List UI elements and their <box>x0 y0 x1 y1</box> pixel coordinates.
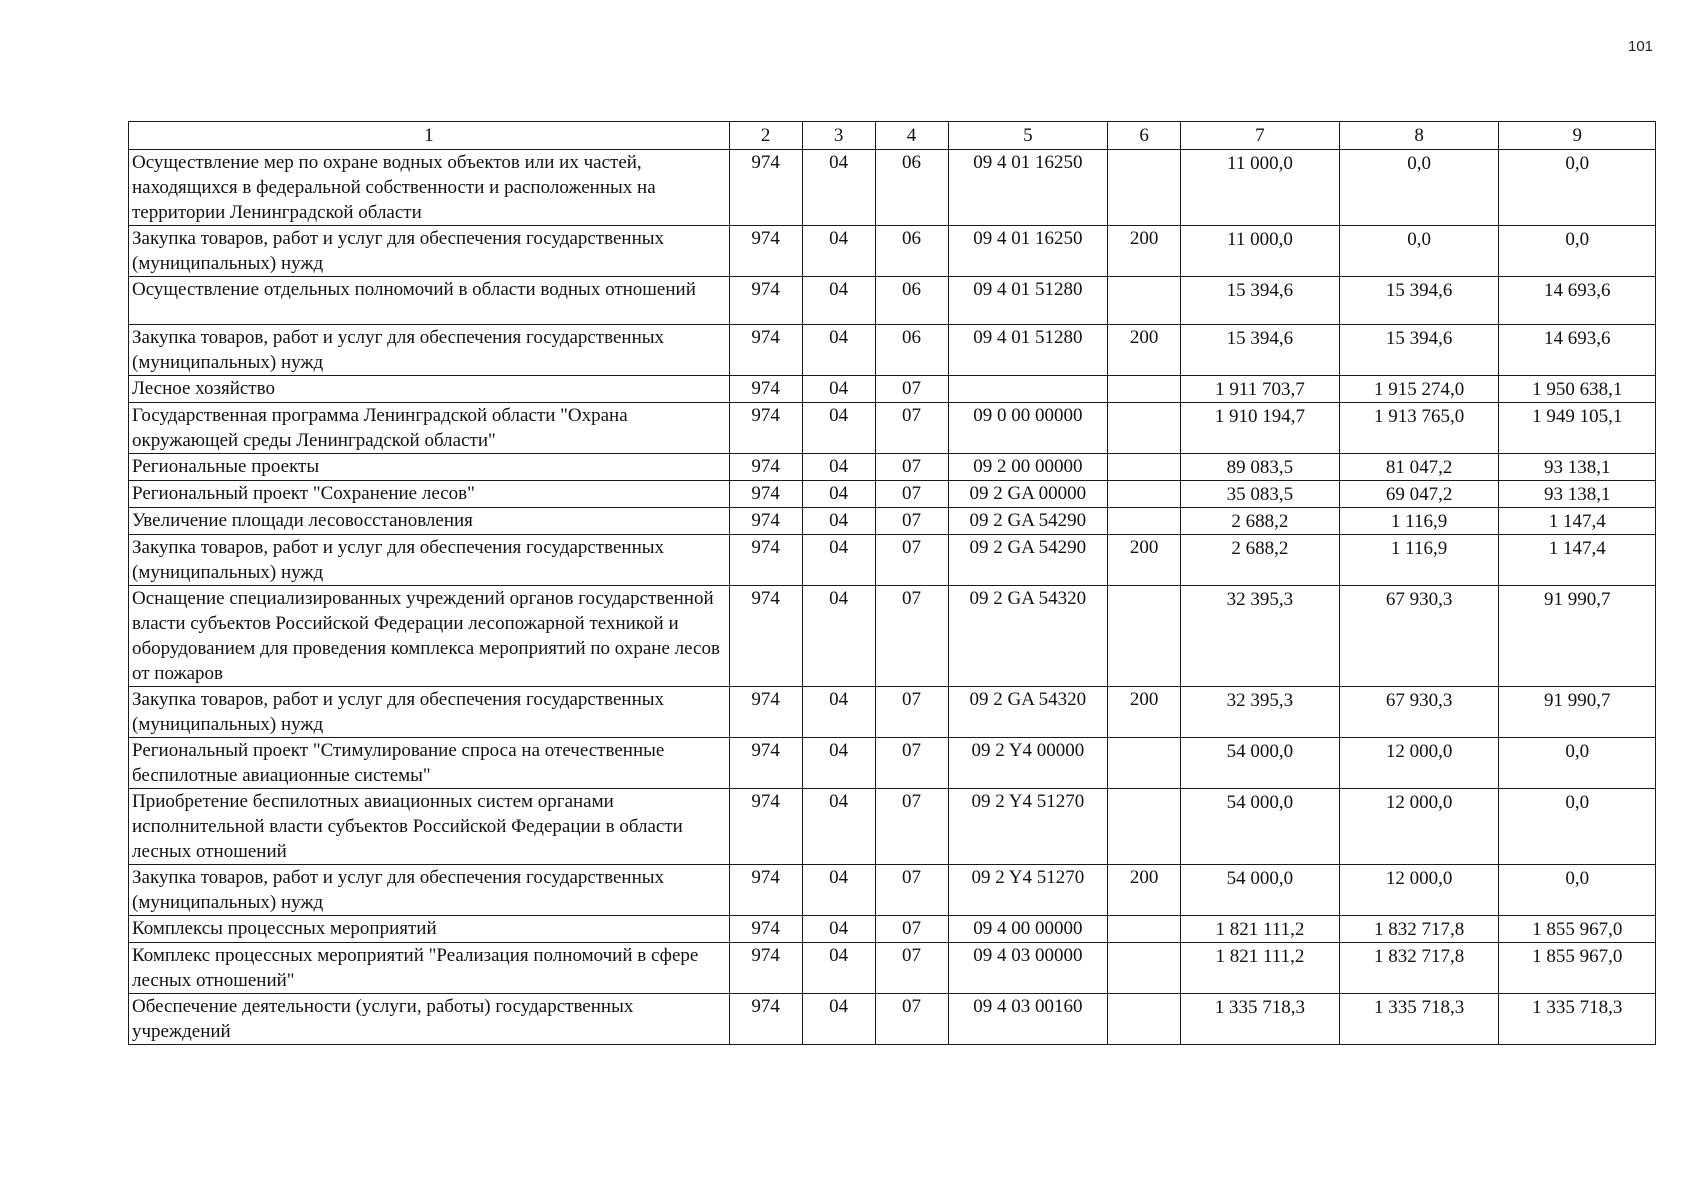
row-name-cell: Закупка товаров, работ и услуг для обеспечения государственных (муниципальных) нужд <box>129 865 730 916</box>
amount-cell: 11 000,0 <box>1181 226 1340 277</box>
amount-cell: 15 394,6 <box>1181 277 1340 325</box>
table-row <box>129 454 1656 481</box>
amount-cell: 15 394,6 <box>1181 325 1340 376</box>
admin-code-cell: 974 <box>729 535 802 586</box>
table-row <box>129 226 1656 277</box>
amount-cell: 15 394,6 <box>1339 277 1499 325</box>
amount-cell: 54 000,0 <box>1181 865 1340 916</box>
amount-cell: 1 950 638,1 <box>1499 376 1656 403</box>
subsection-cell: 06 <box>875 277 948 325</box>
subsection-cell: 06 <box>875 325 948 376</box>
subsection-cell: 07 <box>875 943 948 994</box>
section-cell: 04 <box>802 943 875 994</box>
admin-code-cell: 974 <box>729 454 802 481</box>
section-cell: 04 <box>802 687 875 738</box>
column-header: 3 <box>802 122 875 150</box>
amount-cell: 1 116,9 <box>1339 535 1499 586</box>
section-cell: 04 <box>802 454 875 481</box>
expense-type-cell <box>1108 403 1181 454</box>
target-article-cell: 09 4 00 00000 <box>948 916 1108 943</box>
subsection-cell: 07 <box>875 481 948 508</box>
expense-type-cell: 200 <box>1108 535 1181 586</box>
table-row <box>129 508 1656 535</box>
subsection-cell: 07 <box>875 865 948 916</box>
expense-type-cell <box>1108 150 1181 226</box>
budget-table <box>128 121 1656 1045</box>
section-cell: 04 <box>802 535 875 586</box>
expense-type-cell: 200 <box>1108 325 1181 376</box>
target-article-cell: 09 2 GA 54320 <box>948 586 1108 687</box>
subsection-cell: 06 <box>875 226 948 277</box>
target-article-cell: 09 2 GA 00000 <box>948 481 1108 508</box>
column-header: 7 <box>1181 122 1340 150</box>
expense-type-cell: 200 <box>1108 865 1181 916</box>
expense-type-cell <box>1108 481 1181 508</box>
section-cell: 04 <box>802 481 875 508</box>
row-name-cell: Осуществление мер по охране водных объектов или их частей, находящихся в федеральной собственности и расположенных на территории Ленинградской области <box>129 150 730 226</box>
subsection-cell: 07 <box>875 508 948 535</box>
expense-type-cell: 200 <box>1108 226 1181 277</box>
expense-type-cell <box>1108 508 1181 535</box>
expense-type-cell <box>1108 586 1181 687</box>
row-name-cell: Лесное хозяйство <box>129 376 730 403</box>
target-article-cell: 09 2 00 00000 <box>948 454 1108 481</box>
amount-cell: 1 821 111,2 <box>1181 943 1340 994</box>
amount-cell: 0,0 <box>1499 150 1656 226</box>
admin-code-cell: 974 <box>729 403 802 454</box>
target-article-cell: 09 4 01 51280 <box>948 277 1108 325</box>
admin-code-cell: 974 <box>729 376 802 403</box>
admin-code-cell: 974 <box>729 481 802 508</box>
amount-cell: 0,0 <box>1339 150 1499 226</box>
admin-code-cell: 974 <box>729 916 802 943</box>
table-row <box>129 943 1656 994</box>
admin-code-cell: 974 <box>729 226 802 277</box>
expense-type-cell: 200 <box>1108 687 1181 738</box>
amount-cell: 1 335 718,3 <box>1499 994 1656 1045</box>
amount-cell: 0,0 <box>1339 226 1499 277</box>
subsection-cell: 07 <box>875 403 948 454</box>
column-header: 5 <box>948 122 1108 150</box>
subsection-cell: 07 <box>875 535 948 586</box>
target-article-cell: 09 2 Y4 00000 <box>948 738 1108 789</box>
header-row <box>129 122 1656 150</box>
table-body <box>129 150 1656 1045</box>
column-header: 8 <box>1339 122 1499 150</box>
table-row <box>129 916 1656 943</box>
row-name-cell: Государственная программа Ленинградской области "Охрана окружающей среды Ленинградской области" <box>129 403 730 454</box>
table-row <box>129 687 1656 738</box>
target-article-cell: 09 2 GA 54320 <box>948 687 1108 738</box>
expense-type-cell <box>1108 376 1181 403</box>
section-cell: 04 <box>802 916 875 943</box>
table-row <box>129 376 1656 403</box>
amount-cell: 93 138,1 <box>1499 481 1656 508</box>
amount-cell: 1 910 194,7 <box>1181 403 1340 454</box>
target-article-cell: 09 4 01 51280 <box>948 325 1108 376</box>
amount-cell: 1 855 967,0 <box>1499 916 1656 943</box>
page-number: 101 <box>1628 38 1654 55</box>
row-name-cell: Приобретение беспилотных авиационных систем органами исполнительной власти субъектов Российской Федерации в области лесных отношений <box>129 789 730 865</box>
row-name-cell: Закупка товаров, работ и услуг для обеспечения государственных (муниципальных) нужд <box>129 325 730 376</box>
row-name-cell: Закупка товаров, работ и услуг для обеспечения государственных (муниципальных) нужд <box>129 687 730 738</box>
column-header: 6 <box>1108 122 1181 150</box>
amount-cell: 81 047,2 <box>1339 454 1499 481</box>
admin-code-cell: 974 <box>729 277 802 325</box>
amount-cell: 11 000,0 <box>1181 150 1340 226</box>
amount-cell: 1 855 967,0 <box>1499 943 1656 994</box>
amount-cell: 35 083,5 <box>1181 481 1340 508</box>
amount-cell: 69 047,2 <box>1339 481 1499 508</box>
section-cell: 04 <box>802 403 875 454</box>
admin-code-cell: 974 <box>729 508 802 535</box>
amount-cell: 1 949 105,1 <box>1499 403 1656 454</box>
expense-type-cell <box>1108 916 1181 943</box>
amount-cell: 12 000,0 <box>1339 738 1499 789</box>
section-cell: 04 <box>802 376 875 403</box>
section-cell: 04 <box>802 226 875 277</box>
table-row <box>129 789 1656 865</box>
section-cell: 04 <box>802 994 875 1045</box>
amount-cell: 1 335 718,3 <box>1181 994 1340 1045</box>
row-name-cell: Обеспечение деятельности (услуги, работы) государственных учреждений <box>129 994 730 1045</box>
subsection-cell: 06 <box>875 150 948 226</box>
target-article-cell: 09 4 03 00000 <box>948 943 1108 994</box>
target-article-cell: 09 0 00 00000 <box>948 403 1108 454</box>
amount-cell: 1 147,4 <box>1499 508 1656 535</box>
section-cell: 04 <box>802 789 875 865</box>
amount-cell: 2 688,2 <box>1181 508 1340 535</box>
expense-type-cell <box>1108 789 1181 865</box>
table-row <box>129 738 1656 789</box>
amount-cell: 12 000,0 <box>1339 789 1499 865</box>
table-row <box>129 403 1656 454</box>
row-name-cell: Закупка товаров, работ и услуг для обеспечения государственных (муниципальных) нужд <box>129 226 730 277</box>
table-row <box>129 325 1656 376</box>
amount-cell: 54 000,0 <box>1181 738 1340 789</box>
section-cell: 04 <box>802 865 875 916</box>
amount-cell: 1 335 718,3 <box>1339 994 1499 1045</box>
amount-cell: 1 911 703,7 <box>1181 376 1340 403</box>
subsection-cell: 07 <box>875 687 948 738</box>
row-name-cell: Региональные проекты <box>129 454 730 481</box>
target-article-cell: 09 2 GA 54290 <box>948 535 1108 586</box>
amount-cell: 67 930,3 <box>1339 586 1499 687</box>
amount-cell: 93 138,1 <box>1499 454 1656 481</box>
amount-cell: 32 395,3 <box>1181 687 1340 738</box>
amount-cell: 14 693,6 <box>1499 325 1656 376</box>
subsection-cell: 07 <box>875 454 948 481</box>
row-name-cell: Осуществление отдельных полномочий в области водных отношений <box>129 277 730 325</box>
subsection-cell: 07 <box>875 916 948 943</box>
table-row <box>129 586 1656 687</box>
amount-cell: 67 930,3 <box>1339 687 1499 738</box>
admin-code-cell: 974 <box>729 865 802 916</box>
row-name-cell: Комплексы процессных мероприятий <box>129 916 730 943</box>
section-cell: 04 <box>802 150 875 226</box>
target-article-cell: 09 4 01 16250 <box>948 226 1108 277</box>
expense-type-cell <box>1108 738 1181 789</box>
admin-code-cell: 974 <box>729 943 802 994</box>
admin-code-cell: 974 <box>729 687 802 738</box>
row-name-cell: Комплекс процессных мероприятий "Реализация полномочий в сфере лесных отношений" <box>129 943 730 994</box>
amount-cell: 54 000,0 <box>1181 789 1340 865</box>
section-cell: 04 <box>802 508 875 535</box>
column-header: 9 <box>1499 122 1656 150</box>
amount-cell: 0,0 <box>1499 226 1656 277</box>
column-header: 1 <box>129 122 730 150</box>
amount-cell: 89 083,5 <box>1181 454 1340 481</box>
expense-type-cell <box>1108 943 1181 994</box>
amount-cell: 1 147,4 <box>1499 535 1656 586</box>
amount-cell: 15 394,6 <box>1339 325 1499 376</box>
admin-code-cell: 974 <box>729 789 802 865</box>
target-article-cell: 09 2 GA 54290 <box>948 508 1108 535</box>
row-name-cell: Региональный проект "Сохранение лесов" <box>129 481 730 508</box>
row-name-cell: Региональный проект "Стимулирование спроса на отечественные беспилотные авиационные системы" <box>129 738 730 789</box>
table-row <box>129 481 1656 508</box>
row-name-cell: Оснащение специализированных учреждений органов государственной власти субъектов Российской Федерации лесопожарной техникой и оборудованием для проведения комплекса мероприятий по охране лесов от пожаров <box>129 586 730 687</box>
amount-cell: 2 688,2 <box>1181 535 1340 586</box>
expense-type-cell <box>1108 454 1181 481</box>
subsection-cell: 07 <box>875 586 948 687</box>
target-article-cell: 09 4 01 16250 <box>948 150 1108 226</box>
amount-cell: 14 693,6 <box>1499 277 1656 325</box>
amount-cell: 1 915 274,0 <box>1339 376 1499 403</box>
table-row <box>129 994 1656 1045</box>
amount-cell: 91 990,7 <box>1499 586 1656 687</box>
subsection-cell: 07 <box>875 376 948 403</box>
table-row <box>129 535 1656 586</box>
amount-cell: 1 913 765,0 <box>1339 403 1499 454</box>
amount-cell: 1 832 717,8 <box>1339 916 1499 943</box>
column-header: 2 <box>729 122 802 150</box>
target-article-cell: 09 2 Y4 51270 <box>948 789 1108 865</box>
amount-cell: 12 000,0 <box>1339 865 1499 916</box>
target-article-cell: 09 4 03 00160 <box>948 994 1108 1045</box>
amount-cell: 1 832 717,8 <box>1339 943 1499 994</box>
section-cell: 04 <box>802 277 875 325</box>
table-row <box>129 865 1656 916</box>
admin-code-cell: 974 <box>729 325 802 376</box>
table-row <box>129 277 1656 325</box>
amount-cell: 32 395,3 <box>1181 586 1340 687</box>
target-article-cell: 09 2 Y4 51270 <box>948 865 1108 916</box>
amount-cell: 0,0 <box>1499 865 1656 916</box>
target-article-cell <box>948 376 1108 403</box>
admin-code-cell: 974 <box>729 738 802 789</box>
expense-type-cell <box>1108 994 1181 1045</box>
amount-cell: 1 116,9 <box>1339 508 1499 535</box>
row-name-cell: Увеличение площади лесовосстановления <box>129 508 730 535</box>
expense-type-cell <box>1108 277 1181 325</box>
admin-code-cell: 974 <box>729 994 802 1045</box>
section-cell: 04 <box>802 586 875 687</box>
amount-cell: 0,0 <box>1499 738 1656 789</box>
column-header: 4 <box>875 122 948 150</box>
admin-code-cell: 974 <box>729 586 802 687</box>
admin-code-cell: 974 <box>729 150 802 226</box>
subsection-cell: 07 <box>875 994 948 1045</box>
section-cell: 04 <box>802 325 875 376</box>
table-row <box>129 150 1656 226</box>
amount-cell: 91 990,7 <box>1499 687 1656 738</box>
subsection-cell: 07 <box>875 789 948 865</box>
amount-cell: 1 821 111,2 <box>1181 916 1340 943</box>
section-cell: 04 <box>802 738 875 789</box>
row-name-cell: Закупка товаров, работ и услуг для обеспечения государственных (муниципальных) нужд <box>129 535 730 586</box>
subsection-cell: 07 <box>875 738 948 789</box>
amount-cell: 0,0 <box>1499 789 1656 865</box>
